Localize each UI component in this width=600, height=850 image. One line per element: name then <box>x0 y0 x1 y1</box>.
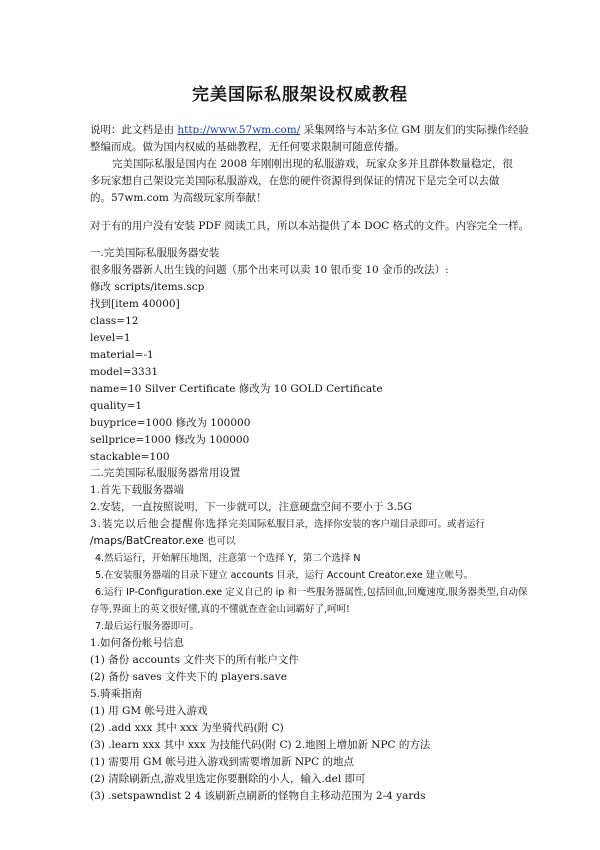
intro-text: 采集网络与本站多位 GM 朋友们的实际操作经验 <box>300 124 529 136</box>
text-line: (3) .learn xxx 其中 xxx 为技能代码(附 C) 2.地图上增加新 NPC 的方法 <box>90 739 431 751</box>
step-text: 完美国际私服目录，选择你安装的客户端目录即可。或者运行 <box>228 519 486 530</box>
text-line: 存等,界面上的英文很好懂,真的不懂就查查金山词霸好了,呵呵! <box>90 604 350 615</box>
text-line: 修改 scripts/items.scp <box>90 281 205 293</box>
text-line: (1) 备份 accounts 文件夹下的所有帐户文件 <box>90 654 299 666</box>
text-line: class=12 <box>90 315 139 327</box>
text-line: 找到[item 40000] <box>90 298 180 310</box>
text-line: (3) .setspawndist 2 4 该刷新点刷新的怪物自主移动范围为 2-4 yards <box>90 790 426 802</box>
text-line: 6.运行 IP-Configuration.exe 定义自己的 ip 和一些服务器属性,包括回血,回魔速度,服务器类型,自动保 <box>95 587 528 598</box>
text-line: (2) 清除刷新点,游戏里选定你要删除的小人，输入.del 即可 <box>90 773 366 785</box>
intro-line <box>90 123 529 138</box>
page-title: 完美国际私服架设权威教程 <box>192 85 408 105</box>
text-line: 7.最后运行服务器即可。 <box>95 621 200 632</box>
text-line: material=-1 <box>90 349 154 361</box>
intro-line: 完美国际私服是国内在 2008 年刚刚出现的私服游戏，玩家众多并且群体数量稳定，很 <box>112 158 513 170</box>
text-line: (2) 备份 saves 文件夹下的 players.save <box>90 671 287 683</box>
section-heading: 一.完美国际私服服务器安装 <box>90 247 220 259</box>
text-line: 2.安装，一直按照说明，下一步就可以，注意硬盘空间不要小于 3.5G <box>90 501 412 513</box>
section-heading: 二.完美国际私服服务器常用设置 <box>90 467 241 479</box>
text-line: (2) .add xxx 其中 xxx 为坐骑代码(附 C) <box>90 722 284 734</box>
text-line: 5.在安装服务器端的目录下建立 accounts 目录，运行 Account Creator.exe 建立帐号。 <box>95 570 474 581</box>
text-line: name=10 Silver Certificate 修改为 10 GOLD Certificate <box>90 383 383 395</box>
intro-note: 对于有的用户没有安装 PDF 阅读工具，所以本站提供了本 DOC 格式的文件。内容完全一样。 <box>90 220 530 232</box>
step-text: 3.装完以后他会提醒你选择 <box>90 518 229 530</box>
step-text: 也可以 <box>203 536 236 547</box>
text-line: buyprice=1000 修改为 100000 <box>90 417 251 429</box>
intro-line: 多玩家想自己架设完美国际私服游戏，在您的硬件资源得到保证的情况下是完全可以去做 <box>90 175 500 187</box>
text-line <box>90 534 235 549</box>
text-line <box>90 517 485 532</box>
text-line: 很多服务器新人出生钱的问题（那个出来可以卖 10 银币变 10 金币的改法）: <box>90 264 449 276</box>
website-link[interactable]: http://www.57wm.com/ <box>177 124 301 136</box>
intro-line: 的。57wm.com 为高级玩家所奉献！ <box>90 192 267 204</box>
text-line: stackable=100 <box>90 451 170 463</box>
text-line: 1.如何备份帐号信息 <box>90 637 185 649</box>
text-line: 4.然后运行，开始解压地图，注意第一个选择 Y，第二个选择 N <box>95 553 361 564</box>
text-line: quality=1 <box>90 400 143 412</box>
text-line: level=1 <box>90 332 131 344</box>
text-line: (1) 需要用 GM 帐号进入游戏到需要增加新 NPC 的地点 <box>90 756 354 768</box>
text-line: 1.首先下载服务器端 <box>90 484 185 496</box>
text-line: 5.骑乘指南 <box>90 688 143 700</box>
file-path: /maps/BatCreator.exe <box>90 535 204 547</box>
text-line: model=3331 <box>90 366 159 378</box>
intro-line: 整编而成。做为国内权威的基础教程，无任何要求限制可随意传播。 <box>90 141 405 153</box>
text-line: (1) 用 GM 帐号进入游戏 <box>90 705 208 717</box>
intro-text: 说明：此文档是由 <box>90 124 178 136</box>
text-line: sellprice=1000 修改为 100000 <box>90 434 250 446</box>
